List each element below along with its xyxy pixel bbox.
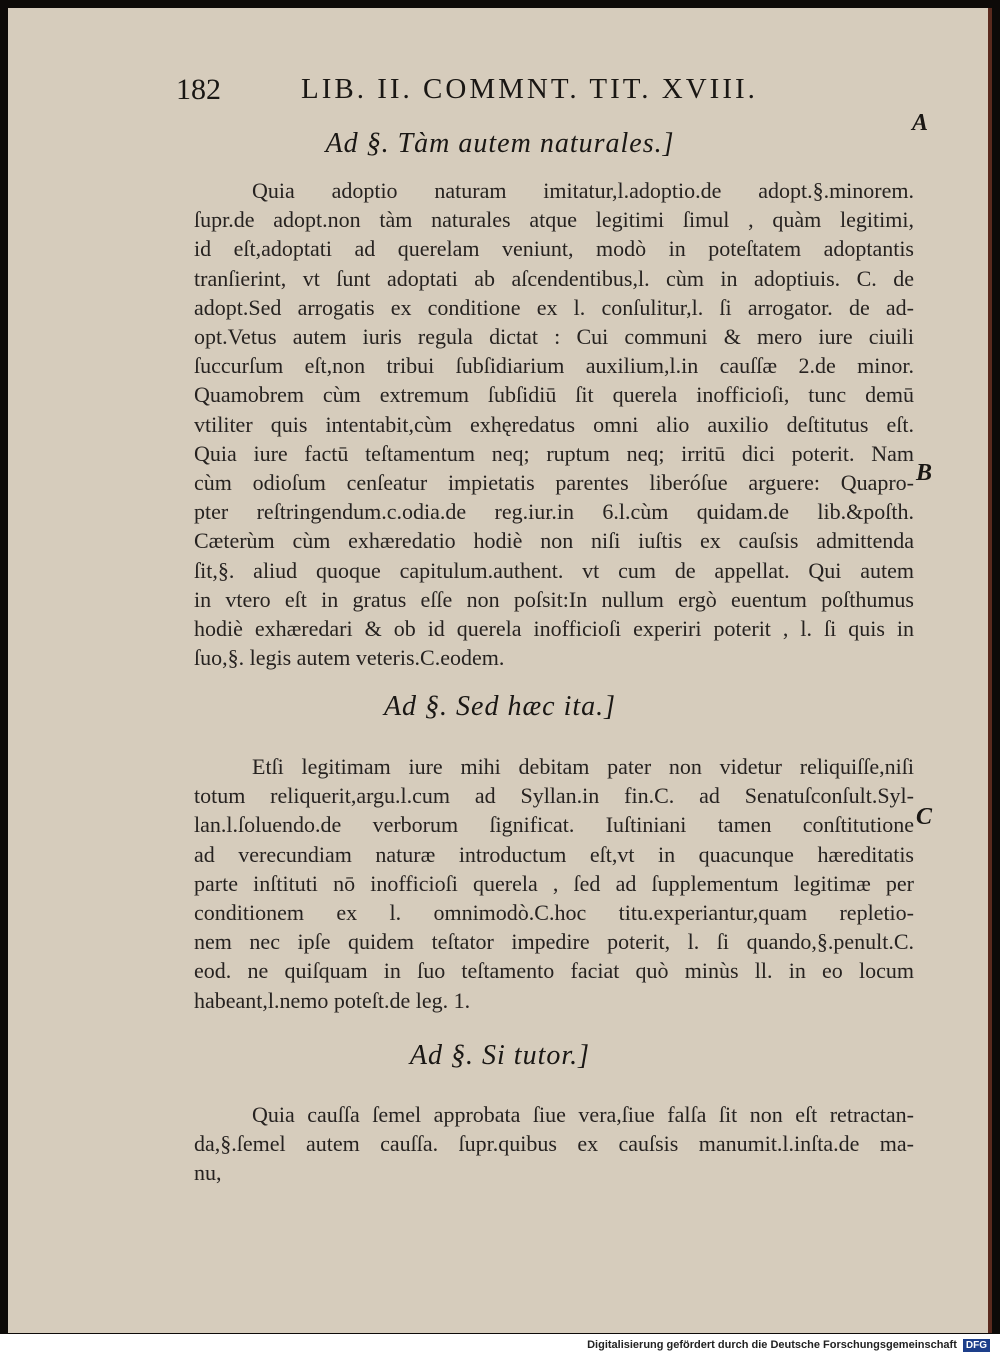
text-line: conditionem ex l. omnimodò.C.hoc titu.experiantur,quam repletio- <box>194 900 914 926</box>
text-line: habeant,l.nemo poteſt.de leg. 1. <box>194 987 471 1013</box>
funding-notice: Digitalisierung gefördert durch die Deutsche Forschungsgemeinschaft <box>587 1339 957 1351</box>
text-line: ad verecundiam naturæ introductum eſt,vt in quacunque hæreditatis <box>194 841 914 867</box>
text-line: Quamobrem cùm extremum ſubſidiū ſit querela inofficioſi, tunc demū <box>194 382 914 408</box>
text-line: parte inſtituti nō inofficioſi querela , ſed ad ſupplementum legitimæ per <box>194 870 914 896</box>
paragraph <box>194 752 914 1015</box>
section-heading: Ad §. Tàm autem naturales.] <box>325 128 675 159</box>
text-line: Quia adoptio naturam imitatur,l.adoptio.de adopt.§.minorem. <box>252 178 914 203</box>
text-line: ſit,§. aliud quoque capitulum.authent. vt cum de appellat. Qui autem <box>194 557 914 583</box>
paragraph <box>194 1100 914 1188</box>
text-line: Cæterùm cùm exhæredatio hodiè non niſi iuſtis ex cauſsis admittenda <box>194 528 914 554</box>
text-line: nu, <box>194 1160 222 1186</box>
paragraph <box>194 176 914 672</box>
page-header <box>176 73 816 113</box>
text-line: tranſierint, vt ſunt adoptati ab aſcendentibus,l. cùm in adoptiuis. C. de <box>194 265 914 291</box>
dfg-logo: DFG <box>963 1339 990 1352</box>
text-line: vtiliter quis intentabit,cùm exhęredatus omni alio auxilio deſtitutus eſt. <box>194 411 914 437</box>
text-line: da,§.ſemel autem cauſſa. ſupr.quibus ex cauſsis manumit.l.inſta.de ma- <box>194 1131 914 1157</box>
margin-letter-a: A <box>912 110 929 136</box>
text-line: adopt.Sed arrogatis ex conditione ex l. conſulitur,l. ſi arrogator. de ad- <box>194 294 914 320</box>
page-number: 182 <box>176 73 221 106</box>
text-line: opt.Vetus autem iuris regula dictat : Cui communi & mero iure ciuili <box>194 324 914 350</box>
margin-letter-b: B <box>916 460 933 486</box>
section-heading: Ad §. Sed hæc ita.] <box>383 691 617 722</box>
text-line: cùm odioſum cenſeatur impietatis parentes liberóſue arguere: Quapro- <box>194 470 914 496</box>
text-line: id eſt,adoptati ad querelam veniunt, modò in poteſtatem adoptantis <box>194 236 914 262</box>
footer-bar <box>0 1334 1000 1356</box>
text-line: in vtero eſt in gratus eſſe non poſsit:In nullum ergò euentum poſthumus <box>194 586 914 612</box>
text-line: ſupr.de adopt.non tàm naturales atque legitimi ſimul , quàm legitimi, <box>194 207 914 233</box>
text-line: Quia iure factū teſtamentum neq; ruptum neq; irritū dici poterit. Nam <box>194 440 914 466</box>
text-line: lan.l.ſoluendo.de verborum ſignificat. Iuſtiniani tamen conſtitutione <box>194 812 914 838</box>
text-line: nem nec ipſe quidem teſtator impedire poterit, l. ſi quando,§.penult.C. <box>194 929 914 955</box>
text-line: Etſi legitimam iure mihi debitam pater non videtur reliquiſſe,niſi <box>252 754 914 779</box>
section-heading: Ad §. Si tutor.] <box>409 1040 591 1071</box>
text-line: Quia cauſſa ſemel approbata ſiue vera,ſiue falſa ſit non eſt retractan- <box>252 1102 914 1127</box>
text-line: ſuo,§. legis autem veteris.C.eodem. <box>194 645 505 671</box>
text-line: ſuccurſum eſt,non tribui ſubſidiarium auxilium,l.in cauſſæ 2.de minor. <box>194 353 914 379</box>
text-line: pter reſtringendum.c.odia.de reg.iur.in 6.l.cùm quidam.de lib.&poſth. <box>194 499 914 525</box>
margin-letter-c: C <box>916 804 933 830</box>
text-line: eod. ne quiſquam in ſuo teſtamento faciat quò minùs ll. in eo locum <box>194 958 914 984</box>
text-line: totum reliquerit,argu.l.cum ad Syllan.in fin.C. ad Senatuſconſult.Syl- <box>194 783 914 809</box>
text-line: hodiè exhæredari & ob id querela inofficioſi experiri poterit , l. ſi quis in <box>194 616 914 642</box>
running-title: LIB. II. COMMNT. TIT. XVIII. <box>301 73 758 105</box>
